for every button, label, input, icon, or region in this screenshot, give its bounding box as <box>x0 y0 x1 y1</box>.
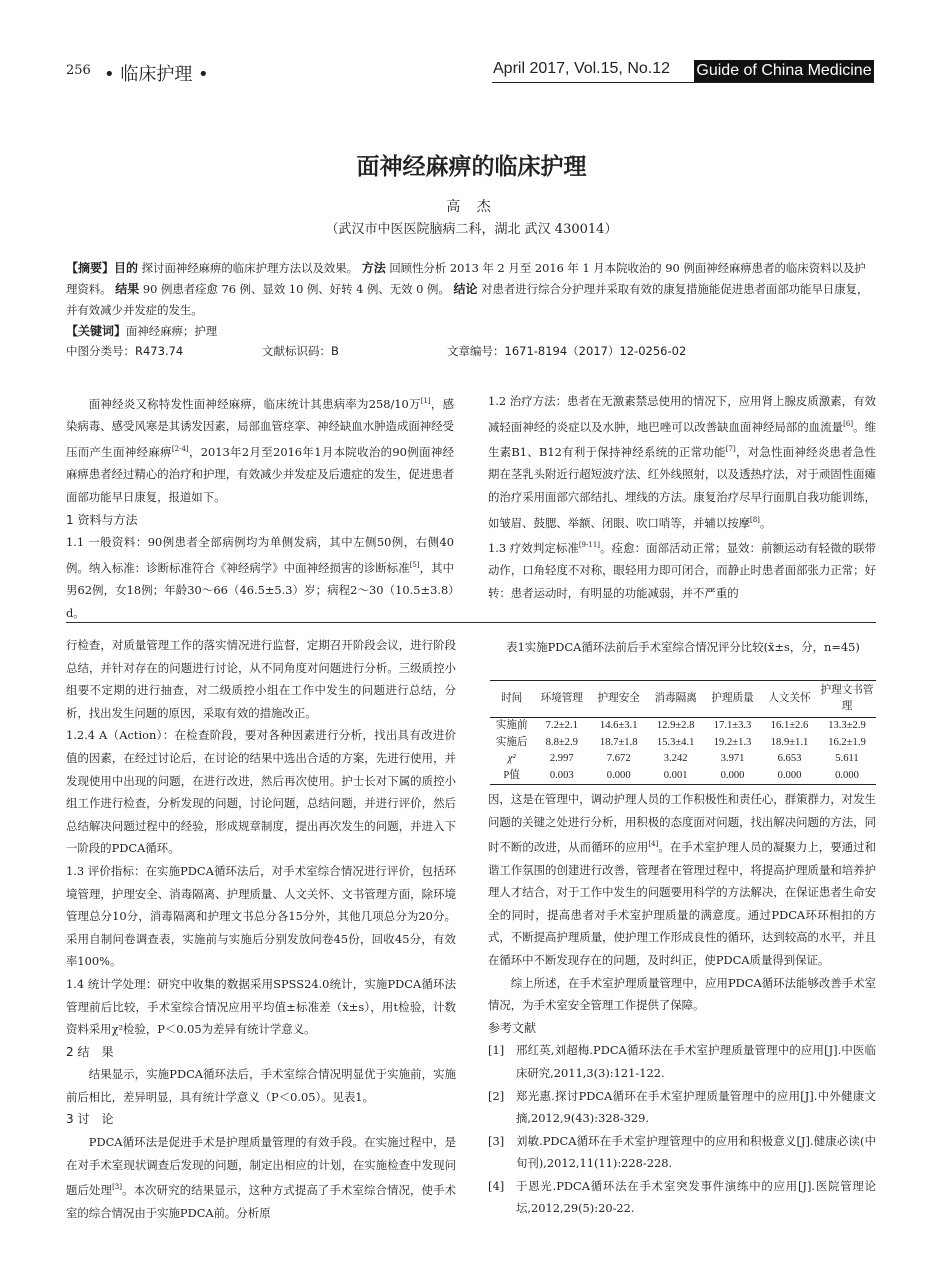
table-cell: 14.6±3.1 <box>599 720 638 731</box>
table-row <box>490 768 876 785</box>
action-paragraph: 1.2.4 A（Action）：在检查阶段，要对各种因素进行分析，找出具有改进价值的因素，在经过讨论后，在讨论的结果中选出合适的方案，先进行使用，并发现使用中出现的问题，在进行改进，然后再次使用。护士长对下属的质控小组工作进行检查，分析发现的问题，讨论问题，总结问题，并进行评价，然后总结解决问题过程中的经验，形成规章制度，提出再次发生的问题，并进入下一阶段的PDCA循环。 <box>66 728 456 856</box>
article-divider <box>66 622 876 623</box>
journal-issue: April 2017, Vol.15, No.12 <box>493 60 671 77</box>
summary-paragraph: 综上所述，在手术室护理质量管理中，应用PDCA循环法能够改善手术室情况，为手术室安全管理工作提供了保障。 <box>488 975 876 1013</box>
keywords-label: 【关键词】 <box>66 324 127 338</box>
table-header-cell: 时间 <box>490 681 533 718</box>
article-author: 高 杰 <box>446 199 497 215</box>
discussion-continued-paragraph: 因，这是在管理中，调动护理人员的工作积极性和责任心，群策群力，对发生问题的关键之处进行分析，用积极的态度面对问题，找出解决问题的方法，同时不断的改进，从而循环的应用[4]。在手术室护理人员的凝聚力上，要通过和谐工作氛围的创建进行改善，管理者在管理过程中，将提高护理质量和培养护理人才结合，对于工作中发生的问题要用科学的方法解决，在保证患者生命安全的同时，提高患者对手术室护理质量的满意度。通过PDCA环环相扣的方式，不断提高护理质量，使护理工作形成良性的循环，达到较高的水平，并且在循环中不断发现存在的问题，及时纠正，使PDCA质量得到保证。 <box>488 792 876 967</box>
check-paragraph: 行检查，对质量管理工作的落实情况进行监督，定期召开阶段会议，进行阶段总结，并针对存在的问题进行讨论，从不同角度对问题进行分析。三级质控小组要不定期的进行抽查，对二级质控小组在工作中发生的问题进行总结，分析，找出发生问题的原因，采取有效的措施改正。 <box>66 638 456 720</box>
lower-left-column <box>66 634 456 1224</box>
table-cell: 0.003 <box>533 768 590 785</box>
table-cell: 0.000 <box>590 768 647 785</box>
references-list <box>488 1039 876 1220</box>
section-heading-1: 1 资料与方法 <box>66 512 138 527</box>
table-cell: P值 <box>490 768 533 785</box>
section-label: • 临床护理 • <box>104 64 209 85</box>
article-affiliation: （武汉市中医医院脑病二科，湖北 武汉 430014） <box>325 222 618 237</box>
header-rule <box>492 82 874 83</box>
table-cell: 16.1±2.6 <box>770 720 809 731</box>
treatment-paragraph: 1.2 治疗方法：患者在无激素禁忌使用的情况下，应用肾上腺皮质激素，有效减轻面神经的炎症以及水肿，地巴唑可以改善缺血面神经局部的血流量[6]。维生素B1、B12有利于保持神经系统的正常功能[7]，对急性面神经炎患者急性期在茎乳头附近行超短波疗法、红外线照射，以及透热疗法，对于顽固性面瘫的治疗采用面部穴部结扎、埋线的方法。康复治疗尽早行面肌自我功能训练，如皱眉、鼓腮、举额、闭眼、吹口哨等，并辅以按摩[8]。 <box>488 394 876 530</box>
table-cell: χ² <box>507 753 516 764</box>
article-number: 文章编号：1671-8194（2017）12-0256-02 <box>447 344 687 358</box>
table-cell: 0.001 <box>647 768 704 785</box>
document-code: 文献标识码：B <box>262 344 339 358</box>
result-text: 90 例患者痊愈 76 例、显效 10 例、好转 4 例、无效 0 例。 <box>142 282 450 296</box>
conclusion-text: 对患者进行综合分护理并采取有效的康复措施能促进患者面部功能早日康复，并有效减少并发症的发生。 <box>66 282 869 317</box>
reference-item: [3] 刘敏.PDCA循环在手术室护理管理中的应用和积极意义[J].健康必读(中旬刊),2012,11(11):228-228. <box>488 1133 876 1171</box>
section-heading-3: 3 讨 论 <box>66 1112 114 1127</box>
table-cell: 15.3±4.1 <box>656 736 695 748</box>
criteria-paragraph: 1.3 疗效判定标准[9-11]。痊愈：面部活动正常；显效：前额运动有轻微的联带动作，口角轻度不对称，眼轻用力即可闭合，而静止时患者面部张力正常；好转：患者运动时，有明显的功能减弱，并不严重的 <box>488 540 876 600</box>
table-cell: 5.611 <box>835 753 859 764</box>
result-label: 结果 <box>115 282 140 296</box>
table-row <box>490 735 876 752</box>
journal-name-badge: Guide of China Medicine <box>694 60 874 82</box>
clc-number: 中图分类号：R473.74 <box>66 344 184 358</box>
table-cell: 16.2±1.9 <box>828 736 866 748</box>
discussion-paragraph: PDCA循环法是促进手术是护理质量管理的有效手段。在实施过程中，是在对手术室现状调查后发现的问题，制定出相应的计划，在实施检查中发现问题后处理[3]。本次研究的结果显示，这种方式提高了手术室综合情况，使手术室的综合情况由于实施PDCA前。分析原 <box>66 1135 456 1220</box>
reference-item: [4] 于恩光.PDCA循环法在手术室突发事件演练中的应用[J].医院管理论坛,2012,29(5):20-22. <box>488 1178 876 1216</box>
table-header-row <box>490 681 876 718</box>
table-header-cell: 消毒隔离 <box>647 681 704 718</box>
table-row <box>490 718 876 735</box>
table-cell: 12.9±2.8 <box>656 720 695 731</box>
table-header-cell: 护理文书管理 <box>818 681 876 718</box>
table-cell: 0.000 <box>761 768 818 785</box>
section-heading-2: 2 结 果 <box>66 1044 114 1059</box>
references-heading: 参考文献 <box>488 1020 537 1035</box>
table-cell: 实施后 <box>495 736 528 748</box>
table-cell: 19.2±1.3 <box>713 736 752 748</box>
table-header-cell: 环境管理 <box>533 681 590 718</box>
table-cell: 3.971 <box>720 753 745 764</box>
abstract <box>66 258 876 342</box>
table-header-cell: 护理质量 <box>704 681 761 718</box>
general-data-paragraph: 1.1 一般资料：90例患者全部病例均为单侧发病，其中左侧50例，右侧40例。纳入标准：诊断标准符合《神经病学》中面神经损害的诊断标准[5]，其中男62例，女18例；年龄30～66（46.5±5.3）岁；病程2～30（10.5±3.8）d。 <box>66 535 454 620</box>
keywords-text: 面神经麻痹；护理 <box>126 324 218 338</box>
page-number: 256 <box>66 63 91 78</box>
table-cell: 6.653 <box>777 753 802 764</box>
table-row <box>490 751 876 768</box>
purpose-text: 探讨面神经麻痹的临床护理方法以及效果。 <box>141 261 359 275</box>
lower-right-column <box>488 788 876 1220</box>
table-cell: 0.000 <box>818 768 876 785</box>
table-cell: 18.7±1.8 <box>599 736 638 748</box>
table-header-cell: 人文关怀 <box>761 681 818 718</box>
upper-right-column <box>488 390 876 605</box>
method-label: 方法 <box>361 261 386 275</box>
table-cell: 7.672 <box>606 753 631 764</box>
conclusion-label: 结论 <box>453 282 478 296</box>
statistics-paragraph: 1.4 统计学处理：研究中收集的数据采用SPSS24.0统计，实施PDCA循环法管理前后比较，手术室综合情况应用平均值±标准差（x̄±s），用t检验，计数资料采用χ²检验，P＜0.05为差异有统计学意义。 <box>66 976 456 1037</box>
reference-item: [2] 郑光惠.探讨PDCA循环在手术室护理质量管理中的应用[J].中外健康文摘,2012,9(43):328-329. <box>488 1088 876 1126</box>
table-cell: 17.1±3.3 <box>713 720 752 731</box>
purpose-label: 目的 <box>114 261 139 275</box>
table-header-cell: 护理安全 <box>590 681 647 718</box>
intro-paragraph: 面神经炎又称特发性面神经麻痹，临床统计其患病率为258/10万[1]，感染病毒、感受风寒是其诱发因素，局部血管痉挛、神经缺血水肿造成面神经受压而产生面神经麻痹[2-4]，2013年2月至2016年1月本院收治的90例面神经麻痹患者经过精心的治疗和护理，有效减少并发症及后遗症的发生，促进患者面部功能早日康复，报道如下。 <box>66 396 454 504</box>
evaluation-paragraph: 1.3 评价指标：在实施PDCA循环法后，对手术室综合情况进行评价，包括环境管理，护理安全、消毒隔离、护理质量、人文关怀、文书管理方面，除环境管理总分10分，消毒隔离和护理文书总分各15分外，其他几项总分为20分。采用自制问卷调查表，实施前与实施后分别发放问卷45份，回收45分，有效率100%。 <box>66 863 456 969</box>
table-cell: 18.9±1.1 <box>770 736 809 748</box>
table-cell: 实施前 <box>495 720 528 731</box>
table-cell: 3.242 <box>663 753 688 764</box>
reference-item: [1] 邢红英,刘超梅.PDCA循环法在手术室护理质量管理中的应用[J].中医临床研究,2011,3(3):121-122. <box>488 1043 876 1080</box>
upper-left-column <box>66 390 454 624</box>
table-caption: 表1实施PDCA循环法前后手术室综合情况评分比较(x̄±s，分，n=45) <box>506 640 860 654</box>
table-cell: 2.997 <box>549 753 574 764</box>
results-table <box>490 680 876 785</box>
table-cell: 13.3±2.9 <box>828 720 866 731</box>
table-cell: 0.000 <box>704 768 761 785</box>
article-title: 面神经麻痹的临床护理 <box>356 154 587 180</box>
method-text: 回顾性分析 2013 年 2 月至 2016 年 1 月本院收治的 90 例面神经麻痹患者的临床资料以及护理资料。 <box>66 261 866 296</box>
results-paragraph: 结果显示，实施PDCA循环法后，手术室综合情况明显优于实施前，实施前后相比，差异明显，具有统计学意义（P＜0.05）。见表1。 <box>66 1067 456 1104</box>
table-cell: 8.8±2.9 <box>545 736 578 748</box>
abstract-label: 【摘要】 <box>66 261 115 275</box>
table-cell: 7.2±2.1 <box>545 720 578 731</box>
